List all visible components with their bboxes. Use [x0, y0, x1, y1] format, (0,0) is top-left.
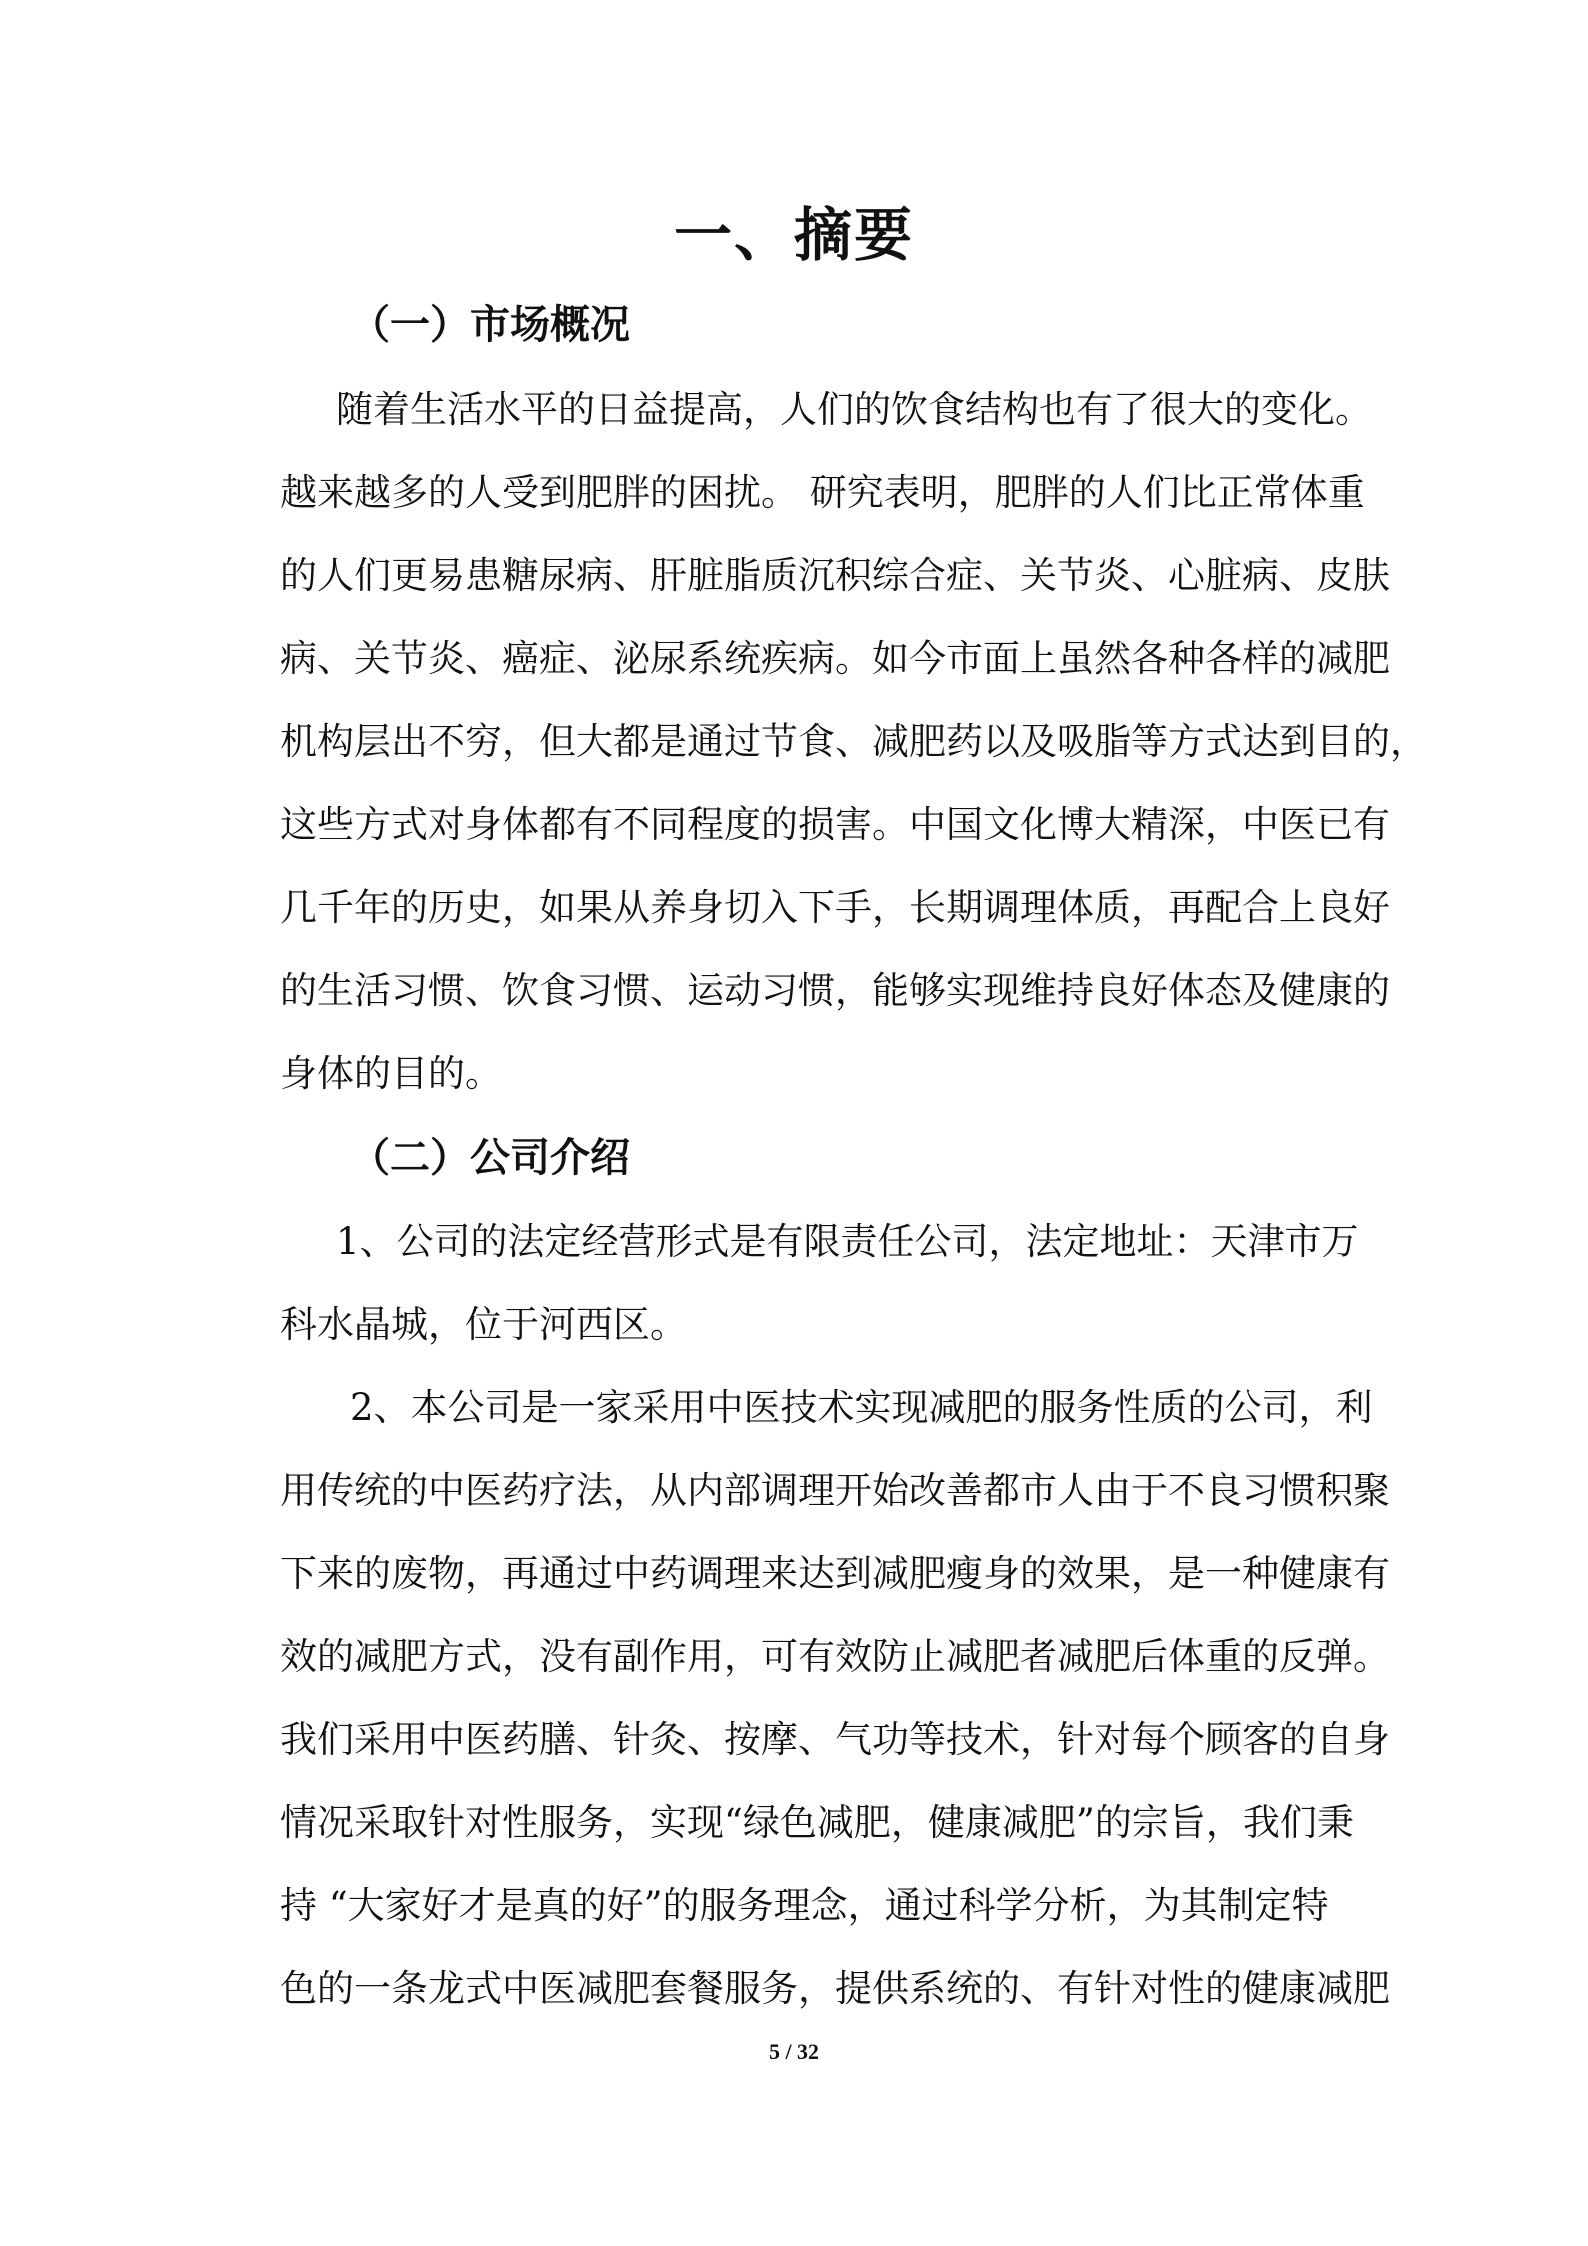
paragraph-line: 的生活习惯、饮食习惯、运动习惯，能够实现维持良好体态及健康的: [280, 969, 1390, 1012]
paragraph-line: 下来的废物，再通过中药调理来达到减肥瘦身的效果，是一种健康有: [280, 1552, 1390, 1595]
paragraph-line: 随着生活水平的日益提高，人们的饮食结构也有了很大的变化。: [336, 388, 1372, 431]
paragraph-line: 病、关节炎、癌症、泌尿系统疾病。如今市面上虽然各种各样的减肥: [280, 637, 1390, 680]
paragraph-line: 几千年的历史，如果从养身切入下手，长期调理体质，再配合上良好: [280, 886, 1390, 929]
paragraph-line: 情况采取针对性服务，实现“绿色减肥，健康减肥”的宗旨，我们秉: [280, 1801, 1354, 1844]
paragraph-line: 我们采用中医药膳、针灸、按摩、气功等技术，针对每个顾客的自身: [280, 1718, 1390, 1761]
paragraph-line: 这些方式对身体都有不同程度的损害。中国文化博大精深，中医已有: [280, 803, 1390, 846]
paragraph-line: 的人们更易患糖尿病、肝脏脂质沉积综合症、关节炎、心脏病、皮肤: [280, 554, 1390, 597]
paragraph-line: 色的一条龙式中医减肥套餐服务，提供系统的、有针对性的健康减肥: [280, 1967, 1390, 2010]
chapter-title: 一、摘要: [673, 201, 914, 269]
paragraph-line: 1、公司的法定经营形式是有限责任公司，法定地址：天津市万: [336, 1220, 1359, 1263]
section-heading-market-overview: （一）市场概况: [350, 302, 630, 348]
paragraph-line: 越来越多的人受到肥胖的困扰。 研究表明，肥胖的人们比正常体重: [280, 471, 1365, 514]
paragraph-line: 机构层出不穷，但大都是通过节食、减肥药以及吸脂等方式达到目的，: [280, 720, 1427, 763]
paragraph-line: 持 “大家好才是真的好”的服务理念，通过科学分析，为其制定特: [280, 1884, 1329, 1927]
paragraph-line: 效的减肥方式，没有副作用，可有效防止减肥者减肥后体重的反弹。: [280, 1635, 1390, 1678]
page-number: 5 / 32: [768, 2039, 820, 2064]
paragraph-line: 用传统的中医药疗法，从内部调理开始改善都市人由于不良习惯积聚: [280, 1469, 1390, 1512]
paragraph-line: 2、本公司是一家采用中医技术实现减肥的服务性质的公司，利: [350, 1386, 1373, 1429]
paragraph-line: 科水晶城，位于河西区。: [280, 1303, 687, 1346]
paragraph-line: 身体的目的。: [280, 1052, 502, 1095]
section-heading-company-intro: （二）公司介绍: [350, 1135, 630, 1181]
